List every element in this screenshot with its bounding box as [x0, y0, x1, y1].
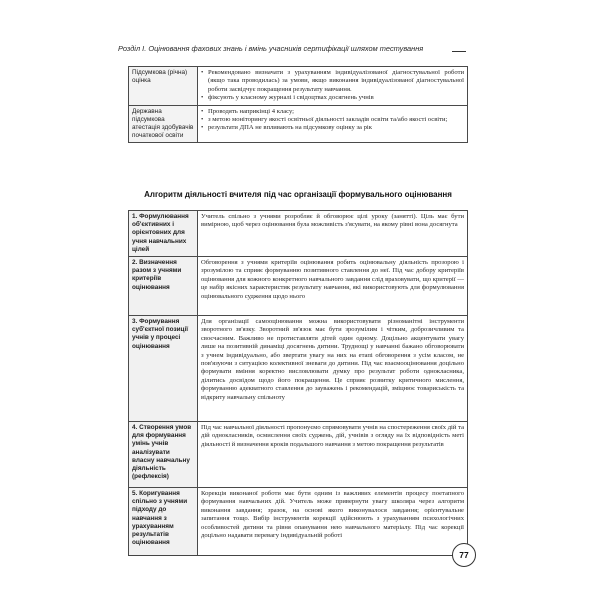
list-item-text: з метою моніторингу якості освітньої діяльності закладів освіти та/або якості освіти; — [208, 116, 448, 124]
row-description — [198, 67, 468, 106]
step-label: 1. Формулювання об'єктивних і орієнтовних для учня навчальних цілей — [129, 211, 198, 257]
list-item — [201, 108, 464, 116]
list-item-text: Проводять наприкінці 4 класу; — [208, 107, 294, 115]
row-label: Державна підсумкова атестація здобувачів початкової освіти — [129, 105, 198, 143]
bullet-icon: • — [201, 116, 204, 124]
bullet-icon: • — [201, 94, 204, 102]
algorithm-table — [128, 210, 468, 556]
table-row — [129, 316, 468, 422]
running-header: Розділ І. Оцінювання фахових знань і вмінь учасників сертифікації шляхом тестування — [118, 44, 424, 53]
step-description: Учитель спільно з учнями розробляє й обговорює цілі уроку (занятті). Ціль має бути вимірною, щоб через оцінювання була можливість з'ясувати, на якому рівні вона досягнута — [198, 211, 468, 257]
page-number: 77 — [452, 543, 476, 567]
header-rule — [452, 51, 466, 52]
footer-rule — [128, 555, 452, 556]
table-row — [129, 105, 468, 143]
table-row — [129, 488, 468, 556]
step-description: Обговорення з учнями критеріїв оцінювання робить оцінювальну діяльність прозорою і зрозумілою та сприяє формуванню позитивного ставлення до неї. Під час добору критеріїв оцінювання для кожного конкретного навчального завдання слід враховувати, що критерії — це набір якісних характеристик результату навчання, які використовують для формулювання оцінювального судження щодо нього — [198, 257, 468, 316]
bullet-icon: • — [201, 69, 204, 76]
bullet-icon: • — [201, 107, 204, 115]
step-label: 4. Створення умов для формування умінь учнів аналізувати власну навчальну діяльність (рефлексія) — [129, 422, 198, 488]
table-row — [129, 67, 468, 106]
assessment-table — [128, 66, 468, 143]
list-item-text: фіксують у класному журналі і свідоцтвах досягнень учнів — [208, 94, 374, 102]
step-description: Для організації самооцінювання можна використовувати різноманітні інструменти зворотного зв'язку. Зворотний зв'язок має бути зрозумілим і чітким, доброзичливим та своєчасним. Важливо не протиставляти дітей один одному. Доцільно акцентувати увагу лише на позитивній динаміці досягнень дитини. Труднощі у навчанні бажано обговорювати з учнем індивідуально, або звертати увагу на них на етапі обговорення з усім класом, не пов'язуючи з ситуацією колективної зневаги до дитини. Під час взаємооцінювання доцільно формувати вміння коректно висловлювати думку про результат роботи однокласника, ділитись досвідом щодо його покращення. Це сприяє розвитку критичного мислення, формуванню адекватного ставлення до зауважень і рекомендацій, зміцнює товариськість та відкриту навчальну спільноту — [198, 316, 468, 422]
list-item-text: Рекомендовано визначати з урахуванням індивідуалізованої діагностувальної роботи (якщо така проводилась) за умови, якщо виконання індивідуалізованої діагностувальної роботи засвідчує покращення результату навчання. — [208, 69, 464, 93]
list-item — [201, 69, 464, 94]
step-label: 2. Визначення разом з учнями критеріїв оцінювання — [129, 257, 198, 316]
table-row — [129, 257, 468, 316]
list-item — [201, 124, 464, 132]
list-item-text: результати ДПА не впливають на підсумкову оцінку за рік — [208, 124, 372, 132]
step-label: 3. Формування суб'єктної позиції учнів у процесі оцінювання — [129, 316, 198, 422]
row-description — [198, 105, 468, 143]
step-label: 5. Коригування спільно з учнями підходу до навчання з урахуванням результатів оцінювання — [129, 488, 198, 556]
bullet-icon: • — [201, 124, 204, 132]
step-description: Під час навчальної діяльності пропонуємо спрямовувати учнів на спостереження своїх дій та дій однокласників, осмислення своїх суджень, дій, учнівів з огляду на їх відповідність меті діяльності й визначення кроків подальшого навчання з метою покращення результатів — [198, 422, 468, 488]
section-title: Алгоритм діяльності вчителя під час організації формувального оцінювання — [144, 190, 452, 199]
table-row — [129, 211, 468, 257]
list-item — [201, 94, 464, 102]
step-description: Корекція виконаної роботи має бути одним із важливих елементів процесу поетапного формування навчальних дій. Учитель може привернути увагу школяра через алгоритм виконання завдання; зразок, на основі якого виконувалося завдання; орієнтувальне запитання тощо. Вибір інструментів корекції здійснюють з урахуванням психологічних особливостей дитини та рівня опанування нею навчального матеріалу. Під час корекції доцільно надавати перевагу індивідуальній роботі — [198, 488, 468, 556]
row-label: Підсумкова (річна) оцінка — [129, 67, 198, 106]
table-row — [129, 422, 468, 488]
list-item — [201, 116, 464, 124]
